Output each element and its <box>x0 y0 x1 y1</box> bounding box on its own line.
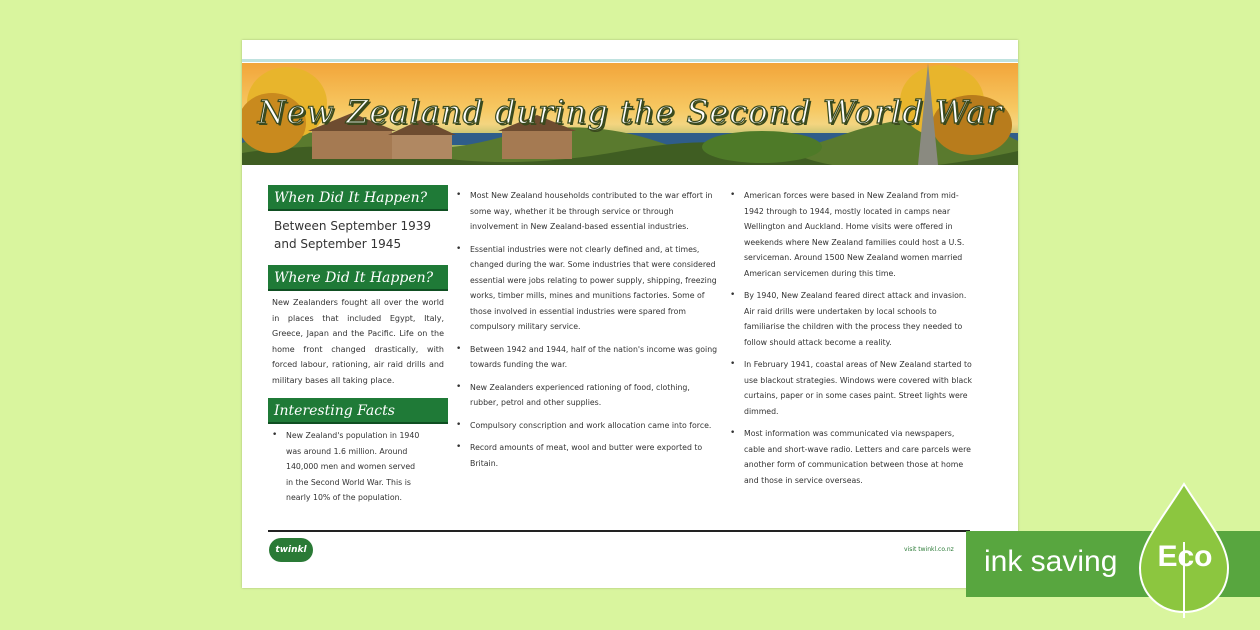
list-item: • Essential industries were not clearly defined and, at times, changed during the war. Some industries that were considered essential were jobs relating to power supply, shipping, freezing works, timber mills, mines and munitions factories. Some of those involved in essential industries were spared from compulsory military service. <box>454 242 718 335</box>
list-item: • By 1940, New Zealand feared direct attack and invasion. Air raid drills were undertaken by local schools to familiarise the children with the process they needed to follow should attack become a reality. <box>728 288 974 350</box>
middle-column <box>454 188 718 478</box>
where-heading: Where Did It Happen? <box>268 265 448 291</box>
list-item: • Most information was communicated via newspapers, cable and short-wave radio. Letters and care parcels were another form of communication between those at home and those in service overseas. <box>728 426 974 488</box>
list-item: • Record amounts of meat, wool and butter were exported to Britain. <box>454 440 718 471</box>
visit-link[interactable]: visit twinkl.co.nz <box>904 546 954 553</box>
ink-saving-label: ink saving <box>984 545 1118 578</box>
fact-item: • New Zealand's population in 1940 was around 1.6 million. Around 140,000 men and women served in the Second World War. This is nearly 10% of the population. <box>270 428 420 506</box>
twinkl-logo: twinkl <box>269 538 313 562</box>
top-rule <box>242 59 1018 62</box>
facts-heading: Interesting Facts <box>268 398 448 424</box>
page-title: New Zealand during the Second World War <box>257 93 1003 131</box>
where-text: New Zealanders fought all over the world in places that included Egypt, Italy, Greece, Japan and the Pacific. Life on the home front changed drastically, with forced labour, rationing, air raid drills and military bases all taking place. <box>272 298 444 385</box>
eco-label: Eco <box>1157 540 1213 573</box>
footer-divider <box>268 530 970 532</box>
list-item: • Compulsory conscription and work allocation came into force. <box>454 418 718 434</box>
when-heading: When Did It Happen? <box>268 185 448 211</box>
worksheet-page <box>242 40 1018 588</box>
list-item: • Between 1942 and 1944, half of the nation's income was going towards funding the war. <box>454 342 718 373</box>
list-item: • New Zealanders experienced rationing of food, clothing, rubber, petrol and other supplies. <box>454 380 718 411</box>
right-column <box>728 188 974 495</box>
title-banner <box>242 63 1018 165</box>
facts-list <box>270 428 420 506</box>
list-item: • Most New Zealand households contributed to the war effort in some way, whether it be through service or through involvement in New Zealand-based essential industries. <box>454 188 718 235</box>
when-text: Between September 1939 and September 1945 <box>274 219 432 251</box>
list-item: • American forces were based in New Zealand from mid-1942 through to 1944, mostly located in camps near Wellington and Auckland. Home visits were offered in weekends where New Zealand families could host a U.S. serviceman. Around 1500 New Zealand women married American servicemen during this time. <box>728 188 974 281</box>
list-item: • In February 1941, coastal areas of New Zealand started to use blackout strategies. Windows were covered with black curtains, paper or in some cases paint. Street lights were dimmed. <box>728 357 974 419</box>
